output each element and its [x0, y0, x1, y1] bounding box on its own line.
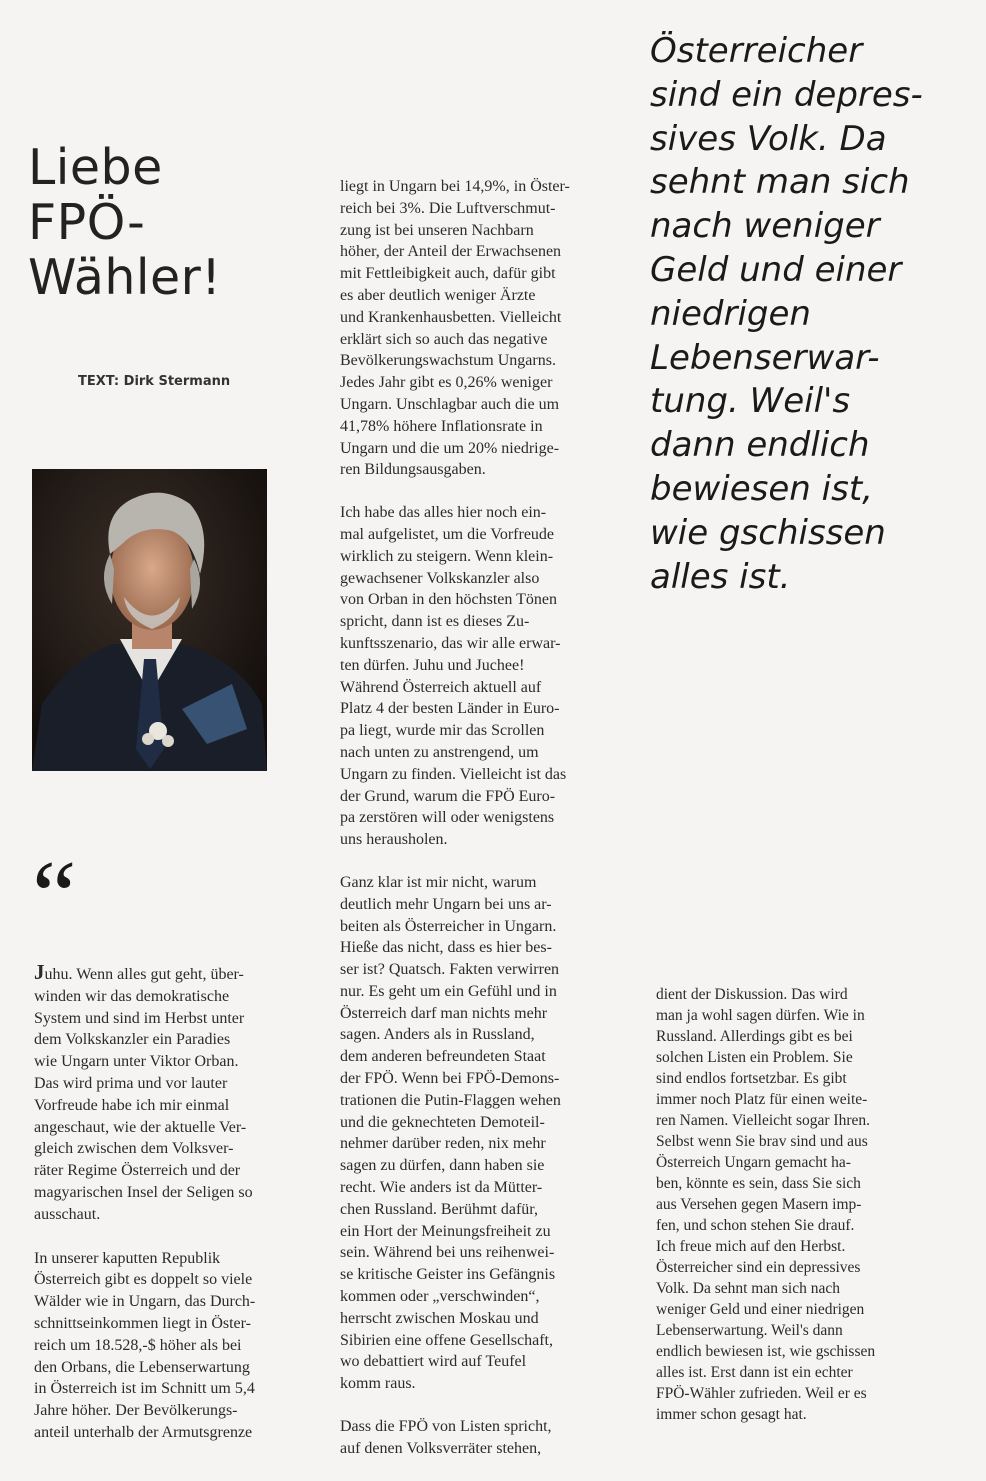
- pull-quote: Österreicher sind ein depres- sives Volk. Da sehnt man sich nach weniger Geld und einer niedrigen Lebenserwar- tung. Weil's dann endlich bewiesen ist, wie gschissen alles ist.: [650, 31, 923, 597]
- article-column-1: [34, 962, 326, 1444]
- paragraph-4: Ich habe das alles hier noch ein- mal aufgelistet, um die Vorfreude wirklich zu steigern. Wenn klein- gewachsener Volkskanzler also von Orban in den höchsten Tönen spricht, dann ist es dieses Zu- kunftsszenario, das wir alle erwar- ten dürfen. Juhu und Juchee! Während Österreich aktuell auf Platz 4 der besten Länder in Euro- pa liegt, wurde mir das Scrollen nach unten zu anstrengend, um Ungarn zu finden. Vielleicht ist das der Grund, warum die FPÖ Euro- pa zerstören will oder wenigstens uns herausholen.: [340, 504, 567, 849]
- article-headline: Liebe FPÖ- Wähler!: [28, 139, 222, 306]
- author-byline: TEXT: Dirk Stermann: [78, 374, 231, 389]
- paragraph-1: Juhu. Wenn alles gut geht, über- winden wir das demokratische System und sind im Herbst unter dem Volkskanzler ein Paradies wie Ungarn unter Viktor Orban. Das wird prima und vor lauter Vorfreude habe ich mir einmal angeschaut, wie der aktuelle Ver- gleich zwischen dem Volksver- räter Regime Österreich und der magyarischen Insel der Seligen so ausschaut.: [34, 960, 253, 1223]
- paragraph-3: liegt in Ungarn bei 14,9%, in Öster- reich bei 3%. Die Luftverschmut- zung ist bei unseren Nachbarn höher, der Anteil der Erwachsenen mit Fettleibigkeit auch, dafür gibt es aber deutlich weniger Ärzte und Krankenhausbetten. Vielleicht erklärt sich so auch das negative Bevölkerungswachstum Ungarns. Jedes Jahr gibt es 0,26% weniger Ungarn. Unschlagbar auch die um 41,78% höhere Inflationsrate in Ungarn und die um 20% niedrige- ren Bildungsausgaben.: [340, 178, 570, 479]
- drop-cap: J: [34, 960, 45, 984]
- article-column-2: [340, 176, 638, 1481]
- paragraph-7: dient der Diskussion. Das wird man ja wohl sagen dürfen. Wie in Russland. Allerdings gibt es bei solchen Listen ein Problem. Sie sind endlos fortsetzbar. Es gibt immer noch Platz für einen weite- ren Namen. Vielleicht sogar Ihren. Selbst wenn Sie brav sind und aus Österreich Ungarn gemacht ha- ben, könnte es sein, dass Sie sich aus Versehen gegen Masern imp- fen, und schon stehen Sie drauf. Ich freue mich auf den Herbst. Österreicher sind ein depressives Volk. Da sehnt man sich nach weniger Geld und einer niedrigen Lebenserwartung. Weil's dann endlich bewiesen ist, wie gschissen alles ist. Erst dann ist ein echter FPÖ-Wähler zufrieden. Weil er es immer schon gesagt hat.: [656, 986, 876, 1423]
- paragraph-2: In unserer kaputten Republik Österreich gibt es doppelt so viele Wälder wie in Ungarn, das Durch- schnittseinkommen liegt in Öster- reich um 18.528,-$ höher als bei den Orbans, die Lebenserwartung in Österreich ist im Schnitt um 5,4 Jahre höher. Der Bevölkerungs- anteil unterhalb der Armutsgrenze: [34, 1249, 256, 1441]
- paragraph-5: Ganz klar ist mir nicht, warum deutlich mehr Ungarn bei uns ar- beiten als Österreicher in Ungarn. Hieße das nicht, dass es hier bes- ser ist? Quatsch. Fakten verwirren nur. Es geht um ein Gefühl und in Österreich darf man nichts mehr sagen. Anders als in Russland, dem anderen befreundeten Staat der FPÖ. Wenn bei FPÖ-Demons- trationen die Putin-Flaggen wehen und die geknechteten Demoteil- nehmer darüber reden, nix mehr sagen zu dürfen, dann haben sie recht. Wie anders ist da Mütter- chen Russland. Berühmt dafür, ein Hort der Meinungsfreiheit zu sein. Während bei uns reihenwei- se kritische Geister ins Gefängnis kommen oder „verschwinden“, herrscht zwischen Moskau und Sibirien eine offene Gesellschaft, wo debattiert wird auf Teufel komm raus.: [340, 873, 561, 1393]
- quote-mark-icon: “: [32, 840, 77, 951]
- author-portrait: [32, 469, 267, 771]
- article-column-3: [656, 984, 948, 1425]
- paragraph-6: Dass die FPÖ von Listen spricht, auf denen Volksverräter stehen,: [340, 1418, 552, 1457]
